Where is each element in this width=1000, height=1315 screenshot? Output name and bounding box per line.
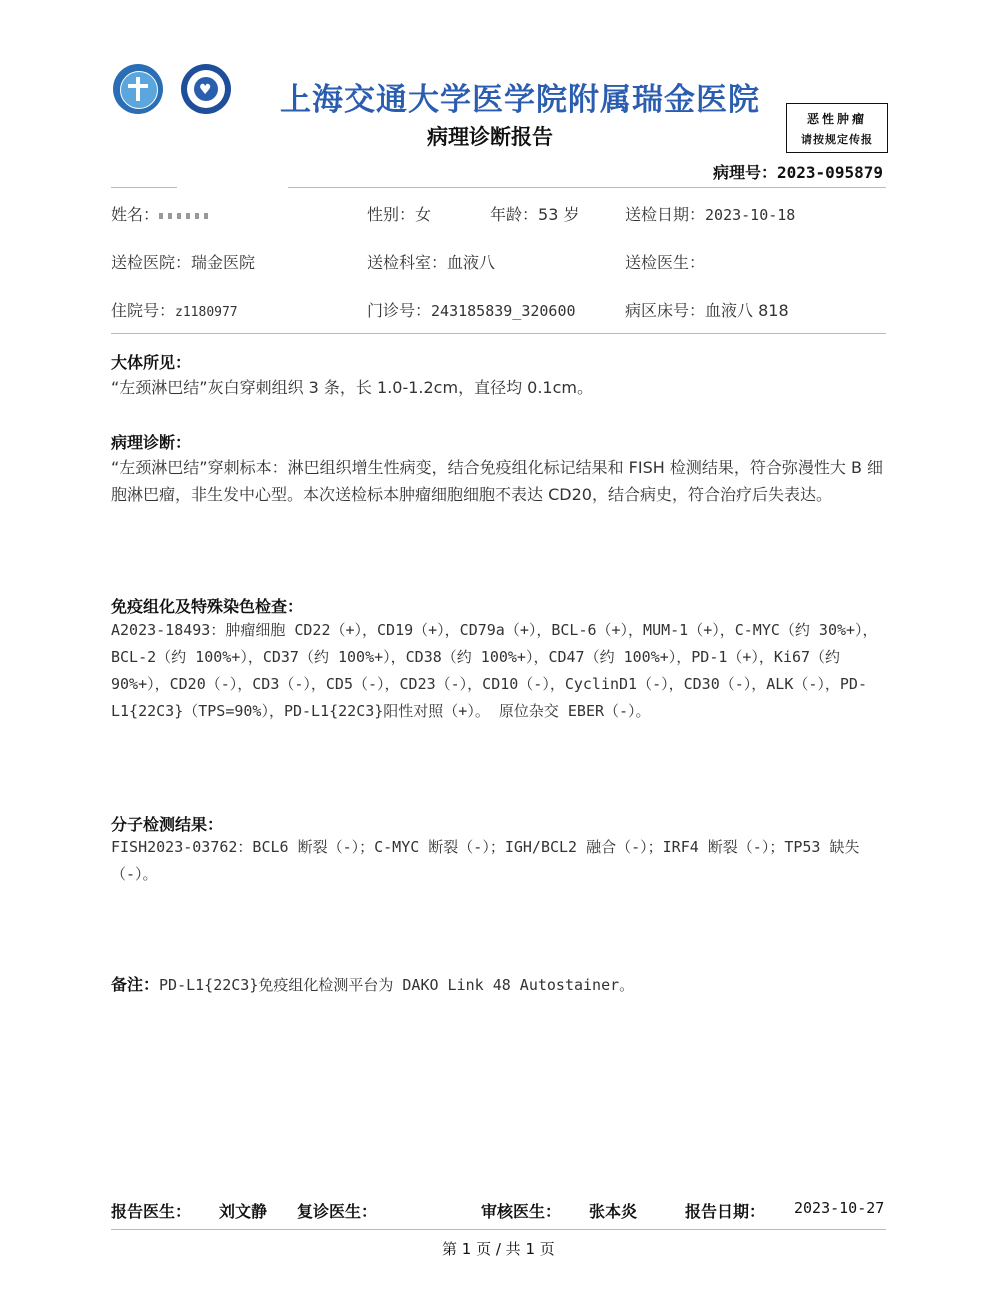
stamp-line2: 请按规定传报	[801, 133, 873, 146]
gender-label: 性别：	[367, 205, 416, 224]
report-doctor-value: 刘文静	[219, 1202, 268, 1221]
submit-date-field	[625, 202, 795, 225]
remark-text: PD-L1{22C3}免疫组化检测平台为 DAKO Link 48 Autostainer。	[159, 976, 635, 994]
redacted-name	[159, 213, 211, 219]
header-divider-left	[111, 187, 177, 188]
pathology-number-label: 病理号：	[713, 163, 778, 182]
page-number: 第 1 页 / 共 1 页	[442, 1240, 555, 1258]
ward-bed-field	[625, 298, 789, 321]
department-label: 送检科室：	[367, 253, 448, 272]
gender-value: 女	[415, 205, 432, 224]
remark	[111, 971, 891, 999]
submit-hospital-label: 送检医院：	[111, 253, 192, 272]
patient-name-field	[111, 202, 211, 225]
submit-hospital-field	[111, 250, 255, 273]
outpatient-no-label: 门诊号：	[367, 301, 432, 320]
submit-date-value: 2023-10-18	[705, 206, 796, 224]
header-divider-right	[288, 187, 886, 188]
department-value: 血液八	[447, 253, 496, 272]
submit-date-label: 送检日期：	[625, 205, 706, 224]
gross-heading: 大体所见：	[111, 353, 192, 372]
inpatient-no-field	[111, 298, 238, 321]
diagnosis-heading: 病理诊断：	[111, 433, 192, 452]
submit-hospital-value: 瑞金医院	[191, 253, 256, 272]
hospital-heart-emblem-icon: ♥	[181, 64, 231, 114]
submit-doctor-field	[625, 250, 705, 273]
pathology-number	[713, 160, 883, 183]
diagnosis-text: “左颈淋巴结”穿刺标本：淋巴组织增生性病变，结合免疫组化标记结果和 FISH 检测结果，符合弥漫性大 B 细胞淋巴瘤，非生发中心型。本次送检标本肿瘤细胞细胞不表达 CD20，结合病史，符合治疗后失表达。	[111, 458, 884, 504]
outpatient-no-value: 243185839_320600	[431, 302, 576, 320]
inpatient-no-value: z1180977	[175, 305, 238, 320]
hospital-name: 上海交通大学医学院附属瑞金医院	[280, 82, 760, 118]
report-doctor-label: 报告医生：	[111, 1202, 192, 1221]
ward-bed-value: 血液八 818	[705, 301, 789, 320]
gender-field	[367, 202, 431, 225]
pathology-number-value: 2023-095879	[777, 163, 883, 182]
patient-name-label: 姓名：	[111, 205, 160, 224]
remark-label: 备注：	[111, 975, 160, 994]
audit-doctor-value: 张本炎	[589, 1202, 638, 1221]
submit-doctor-label: 送检医生：	[625, 253, 706, 272]
stamp-line1: 恶性肿瘤	[806, 112, 867, 126]
inpatient-no-label: 住院号：	[111, 301, 176, 320]
hospital-emblem-icon	[113, 64, 163, 114]
department-field	[367, 250, 495, 273]
audit-doctor-label: 审核医生：	[481, 1202, 562, 1221]
ihc-text: A2023-18493：肿瘤细胞 CD22（+），CD19（+），CD79a（+），BCL-6（+），MUM-1（+），C-MYC（约 30%+），BCL-2（约 100%+），CD37（约 100%+），CD38（约 100%+），CD47（约 100%+），PD-1（+），Ki67（约 90%+），CD20（-），CD3（-），CD5（-），CD23（-），CD10（-），CyclinD1（-），CD30（-），ALK（-），PD-L1{22C3}（TPS=90%），PD-L1{22C3}阳性对照（+）。 原位杂交 EBER（-）。	[111, 621, 878, 720]
gross-text: “左颈淋巴结”灰白穿刺组织 3 条，长 1.0-1.2cm，直径均 0.1cm。	[111, 378, 593, 397]
age-label: 年龄：	[490, 205, 539, 224]
age-field	[490, 202, 579, 225]
ward-bed-label: 病区床号：	[625, 301, 706, 320]
molecular-text: FISH2023-03762：BCL6 断裂（-）；C-MYC 断裂（-）；IGH/BCL2 融合（-）；IRF4 断裂（-）；TP53 缺失（-）。	[111, 838, 860, 883]
report-date-label: 报告日期：	[685, 1202, 766, 1221]
age-value: 53 岁	[538, 205, 580, 224]
malignant-tumor-stamp	[786, 103, 888, 153]
molecular-heading: 分子检测结果：	[111, 815, 224, 834]
report-date-value: 2023-10-27	[794, 1199, 885, 1217]
ihc-heading: 免疫组化及特殊染色检查：	[111, 597, 304, 616]
review-doctor-label: 复诊医生：	[297, 1202, 378, 1221]
footer-divider	[111, 1229, 886, 1230]
outpatient-no-field	[367, 298, 576, 321]
info-divider	[111, 333, 886, 334]
report-title: 病理诊断报告	[427, 125, 553, 149]
